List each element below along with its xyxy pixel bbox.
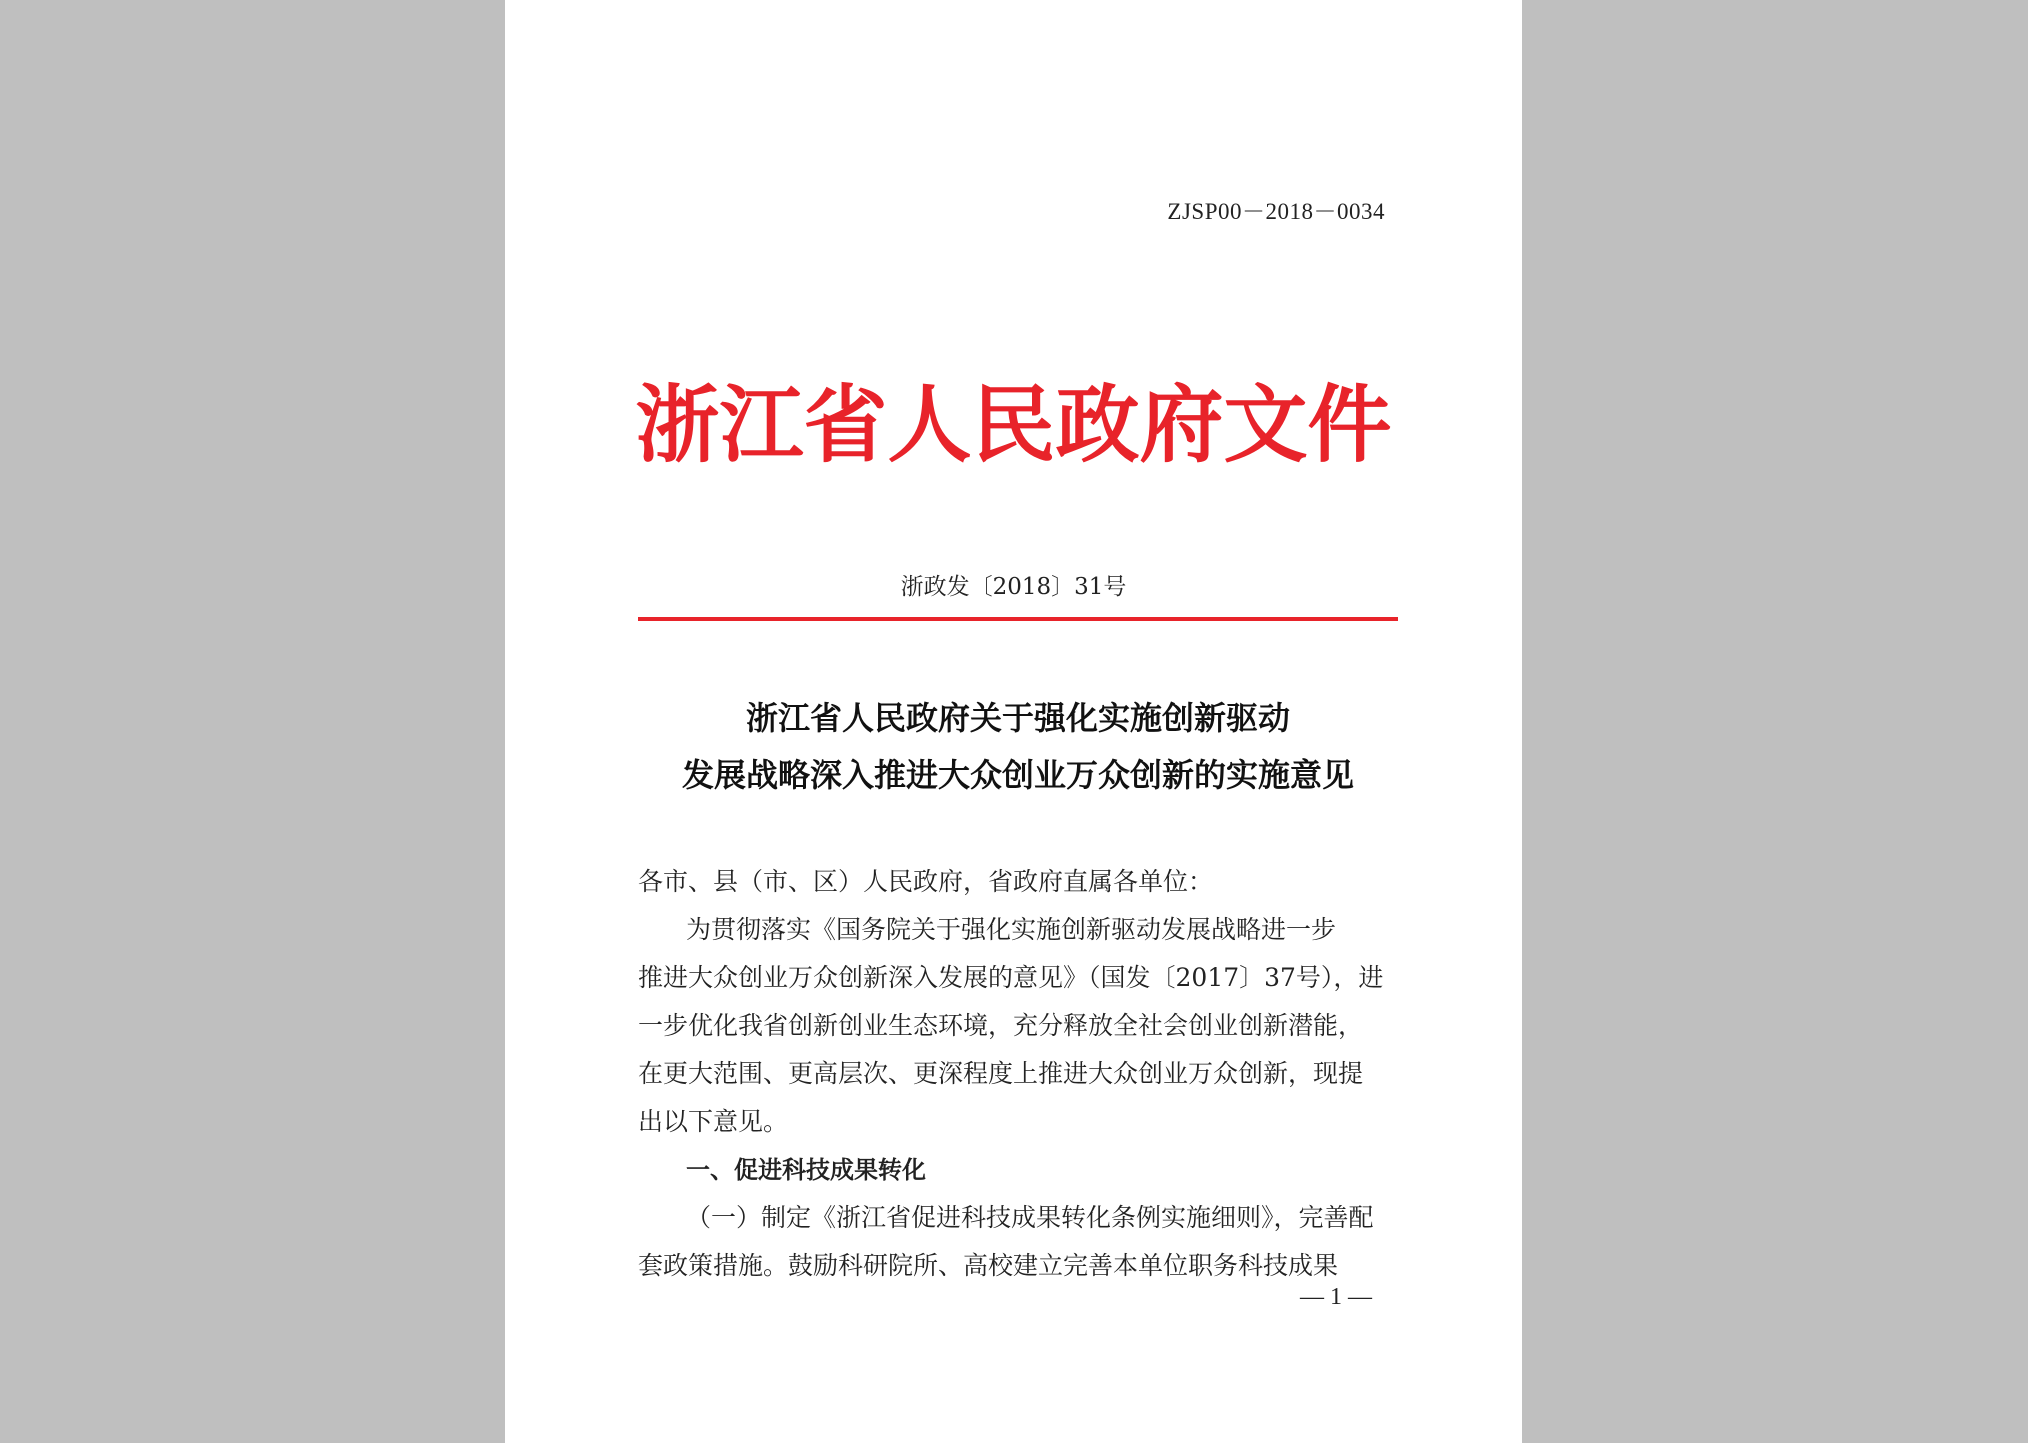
document-page [505,0,1522,1443]
title-line: 浙江省人民政府关于强化实施创新驱动 [745,699,1290,737]
clause-line: 套政策措施。鼓励科研院所、高校建立完善本单位职务科技成果 [638,1251,1339,1280]
clause-line: （一）制定《浙江省促进科技成果转化条例实施细则》，完善配 [686,1203,1374,1232]
paragraph-line: 推进大众创业万众创新深入发展的意见》（国发〔2017〕37号），进 [638,963,1384,992]
red-divider [638,617,1398,621]
masthead-title: 浙江省人民政府文件 [635,375,1392,474]
document-body [638,858,1398,1290]
paragraph-line: 出以下意见。 [638,1107,789,1136]
title-line: 发展战略深入推进大众创业万众创新的实施意见 [681,756,1354,794]
section-heading: 一、促进科技成果转化 [686,1156,926,1184]
document-number: 浙政发〔2018〕31号 [900,574,1127,600]
paragraph-line: 为贯彻落实《国务院关于强化实施创新驱动发展战略进一步 [686,915,1337,944]
document-title [638,690,1398,804]
page-number: — 1 — [1300,1284,1372,1310]
salutation: 各市、县（市、区）人民政府，省政府直属各单位： [638,867,1214,896]
paragraph-line: 在更大范围、更高层次、更深程度上推进大众创业万众创新，现提 [638,1059,1364,1088]
document-id: ZJSP00－2018－0034 [1167,199,1385,224]
paragraph-line: 一步优化我省创新创业生态环境，充分释放全社会创业创新潜能， [638,1011,1364,1040]
